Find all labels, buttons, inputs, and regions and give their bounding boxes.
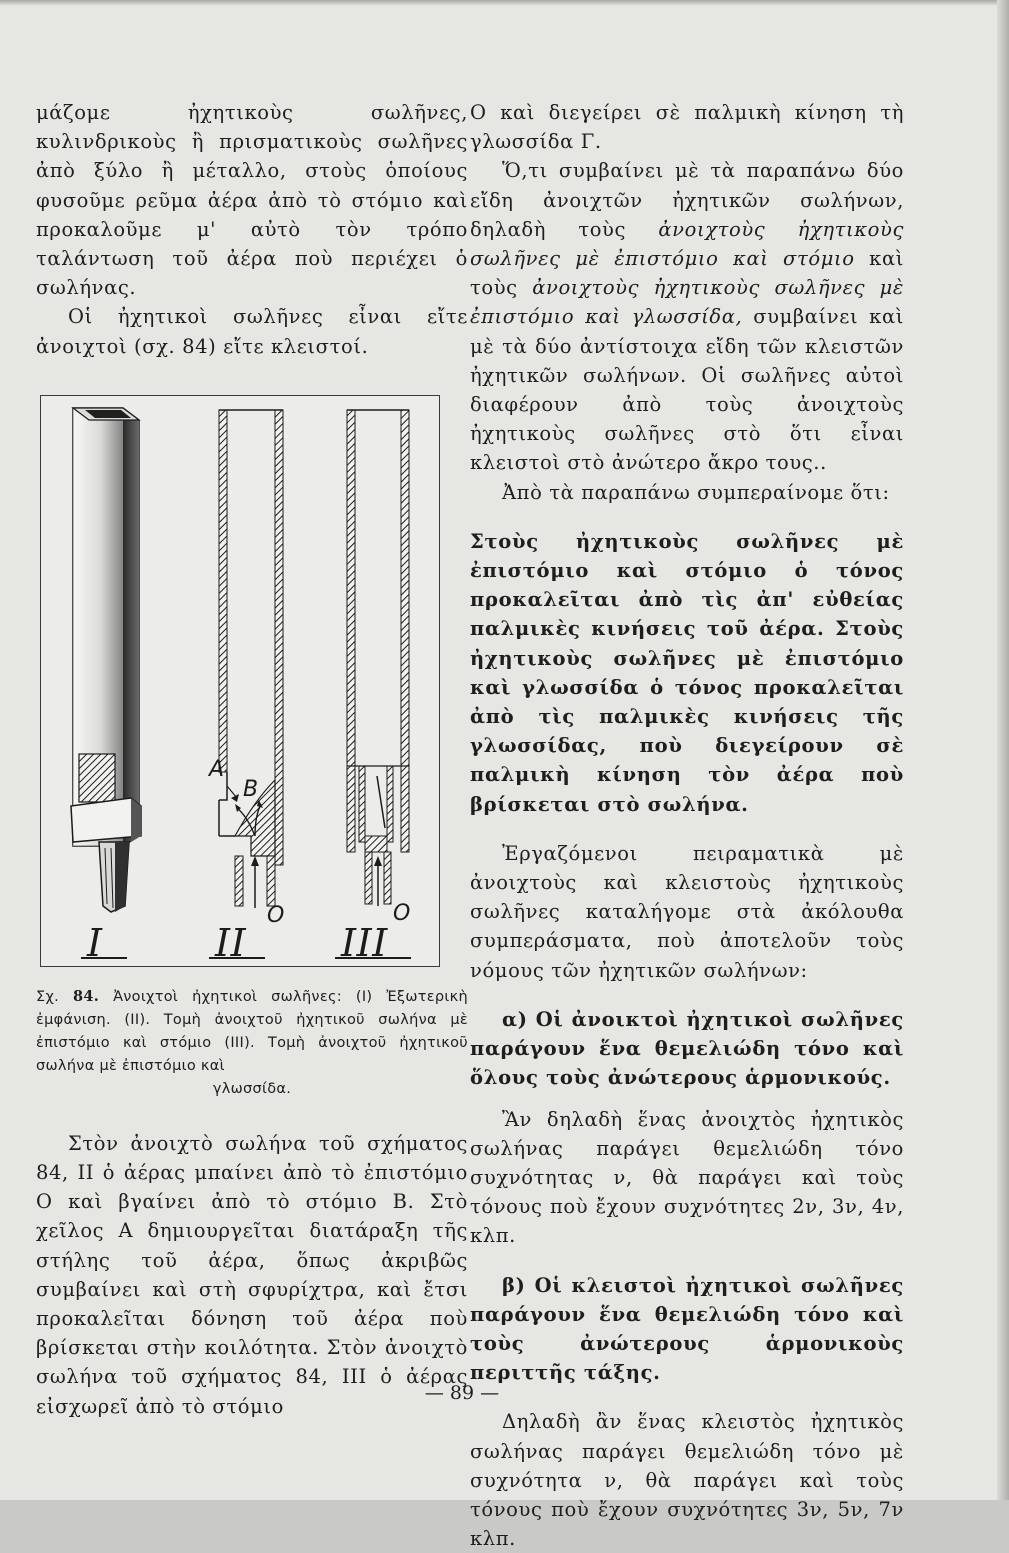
left-paragraph-1: μάζομε ἠχητικοὺς σωλῆνες, κυλινδρικοὺς ἢ πρισματικοὺς σωλῆνες ἀπὸ ξύλο ἢ μέταλλο, στοὺς ὁποίους φυσοῦμε ρεῦμα ἀέρα ἀπὸ τὸ στόμιο καὶ προκαλοῦμε μ' αὐτὸ τὸν τρόπο ταλάντωση τοῦ ἀέρα ποὺ περιέχει ὁ σωλήνας. xyxy=(36,101,468,300)
left-paragraph-2: Οἱ ἠχητικοὶ σωλῆνες εἶναι εἴτε ἀνοιχτοὶ (σχ. 84) εἴτε κλειστοί. xyxy=(36,305,468,358)
caption-prefix: Σχ. xyxy=(36,988,60,1005)
pipe-i-exterior xyxy=(71,408,141,912)
pipe-ii-section xyxy=(219,410,283,908)
caption-text: Ἀνοιχτοὶ ἠχητικοὶ σωλῆνες: (I) Ἐξωτερικὴ ἐμφάνιση. (II). Τομὴ ἀνοιχτοῦ ἠχητικοῦ σωλήνα μὲ ἐπιστόμιο καὶ στόμιο (III). Τομὴ ἀνοιχτοῦ ἠχητικοῦ σωλήνα μὲ ἐπιστόμιο καὶ xyxy=(36,988,468,1074)
caption-number: 84. xyxy=(72,987,100,1005)
right-paragraph-2 xyxy=(470,156,904,477)
right-paragraph-2-italic-1: ἀνοιχτοὺς ἠχητικοὺς σωλῆνες μὲ ἐπιστόμιο καὶ στόμιο xyxy=(470,217,904,271)
pipe-iii-section xyxy=(347,410,409,906)
label-o-ii: O xyxy=(267,902,285,928)
right-paragraph-5: Ἂν δηλαδὴ ἕνας ἀνοιχτὸς ἠχητικὸς σωλήνας παράγει θεμελιώδη τόνο συχνότητας ν, θὰ παράγει καὶ τοὺς τόνους ποὺ ἔχουν συχνότητες 2ν, 3ν, 4ν, κλπ. xyxy=(470,1107,904,1248)
left-paragraph-3: Στὸν ἀνοιχτὸ σωλήνα τοῦ σχήματος 84, II ὁ ἀέρας μπαίνει ἀπὸ τὸ ἐπιστόμιο Ο καὶ βγαίνει ἀπὸ τὸ στόμιο Β. Στὸ χεῖλος Α δημιουργεῖται διατάραξη τῆς στήλης τοῦ ἀέρα, ὅπως ἀκριβῶς συμβαίνει καὶ στὴ σφυρίχτρα, καὶ ἔτσι προκαλεῖται δόνηση τοῦ ἀέρα ποὺ βρίσκεται στὴν κοιλότητα. Στὸν ἀνοιχτὸ σωλήνα τοῦ σχήματος 84, III ὁ ἀέρας εἰσχωρεῖ ἀπὸ τὸ στόμιο xyxy=(36,1131,468,1418)
bold-conclusion: Στοὺς ἠχητικοὺς σωλῆνες μὲ ἐπιστόμιο καὶ στόμιο ὁ τόνος προκαλεῖται ἀπὸ τὶς ἀπ' εὐθείας παλμικὲς κινήσεις τοῦ ἀέρα. Στοὺς ἠχητικοὺς σωλῆνες μὲ ἐπιστόμιο καὶ γλωσσίδα ὁ τόνος προκαλεῖται ἀπὸ τὶς παλμικὲς κινήσεις τῆς γλωσσίδας, ποὺ διεγείρουν σὲ παλμικὴ κίνηση τὸν ἀέρα ποὺ βρίσκεται στὸ σωλήνα. xyxy=(470,529,904,816)
label-b: B xyxy=(243,776,259,802)
caption-end: γλωσσίδα. xyxy=(212,1080,292,1097)
figure-84 xyxy=(40,395,440,967)
page-number: — 89 — xyxy=(424,1382,500,1404)
figure-caption xyxy=(36,985,468,1101)
label-iii: III xyxy=(341,920,388,965)
label-a: A xyxy=(209,756,225,782)
right-paragraph-2a: Ὅ,τι συμβαίνει μὲ τὰ παραπάνω δύο εἴδη ἀνοιχτῶν ἠχητικῶν σωλήνων, δηλαδὴ τοὺς xyxy=(470,159,904,241)
right-paragraph-3: Ἀπὸ τὰ παραπάνω συμπεραίνομε ὅτι: xyxy=(502,480,890,504)
right-paragraph-1: Ο καὶ διεγείρει σὲ παλμικὴ κίνηση τὴ γλωσσίδα Γ. xyxy=(470,101,904,154)
left-column xyxy=(36,98,468,1421)
organ-pipes-illustration xyxy=(41,396,439,966)
right-paragraph-4: Ἐργαζόμενοι πειραματικὰ μὲ ἀνοιχτοὺς καὶ κλειστοὺς ἠχητικοὺς σωλῆνες καταλήγομε στὰ ἀκόλουθα συμπεράσματα, ποὺ ἀποτελοῦν τοὺς νόμους τῶν ἠχητικῶν σωλήνων: xyxy=(470,841,904,982)
label-i: I xyxy=(87,920,103,965)
right-paragraph-2-italic-2: ἀνοιχτοὺς ἠχητικοὺς σωλῆνες μὲ ἐπιστόμιο καὶ γλωσσίδα, xyxy=(470,276,904,329)
label-o-iii: O xyxy=(393,900,411,926)
right-paragraph-2c: συμβαίνει καὶ μὲ τὰ δύο ἀντίστοιχα εἴδη τῶν κλειστῶν ἠχητικῶν σωλήνων. Οἱ σωλῆνες αὐτοὶ διαφέρουν ἀπὸ τοὺς ἀνοιχτοὺς ἠχητικοὺς σωλῆνες στὸ ὅτι εἶναι κλειστοὶ στὸ ἀνώτερο ἄκρο τους.. xyxy=(470,305,904,475)
page-top-edge xyxy=(0,0,1009,6)
law-b: β) Οἱ κλειστοὶ ἠχητικοὶ σωλῆνες παράγουν ἕνα θεμελιώδη τόνο καὶ τοὺς ἀνώτερους ἁρμονικοὺς περιττῆς τάξης. xyxy=(470,1273,904,1385)
right-paragraph-6: Δηλαδὴ ἂν ἕνας κλειστὸς ἠχητικὸς σωλήνας παράγει θεμελιώδη τόνο μὲ συχνότητα ν, θὰ παράγει καὶ τοὺς τόνους ποὺ ἔχουν συχνότητες 3ν, 5ν, 7ν κλπ. xyxy=(470,1410,904,1551)
law-a: α) Οἱ ἀνοικτοὶ ἠχητικοὶ σωλῆνες παράγουν ἕνα θεμελιώδη τόνο καὶ ὅλους τοὺς ἀνώτερους ἁρμονικούς. xyxy=(470,1007,904,1090)
label-ii: II xyxy=(215,920,247,965)
right-column xyxy=(470,98,904,1553)
page-right-edge xyxy=(997,0,1009,1500)
right-paragraph-2b: καὶ τοὺς xyxy=(470,247,904,300)
